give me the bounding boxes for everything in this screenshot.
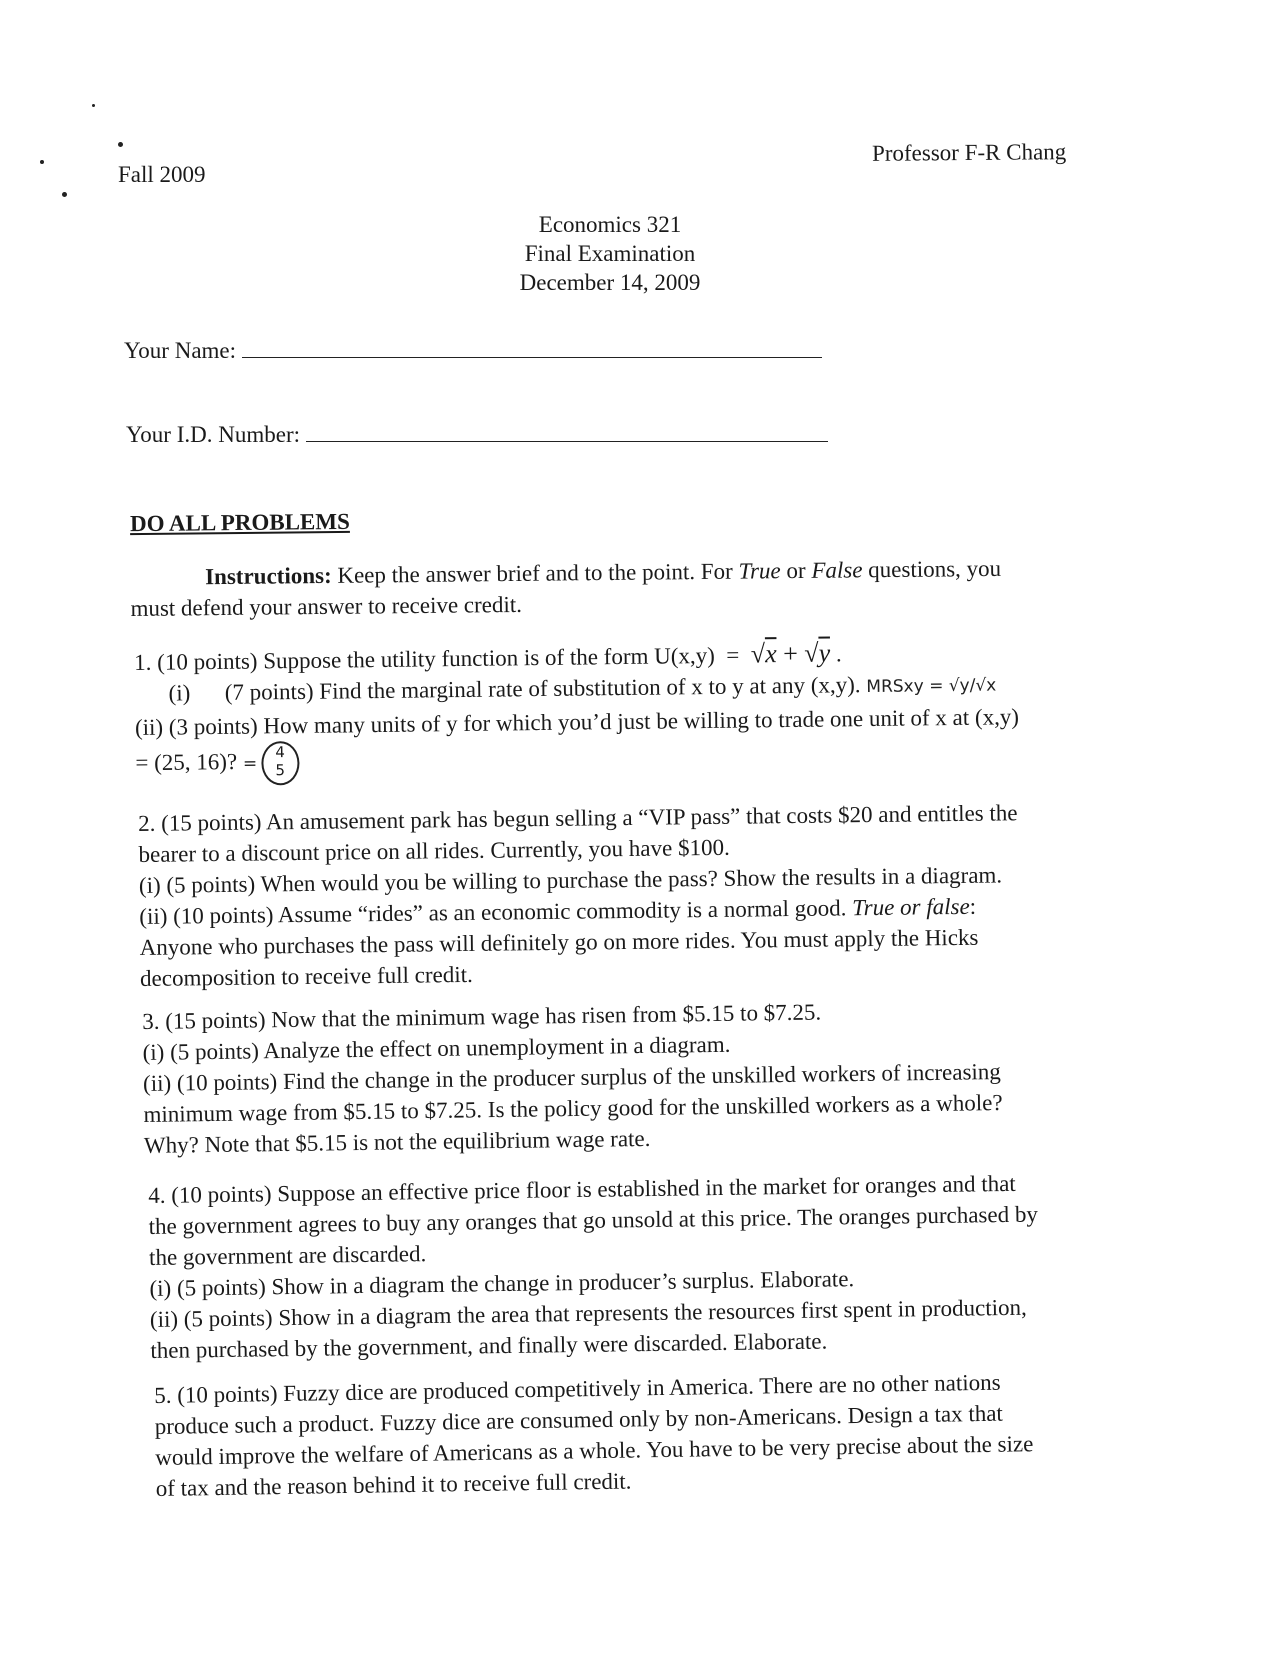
instructions-label: Instructions: — [205, 562, 332, 590]
problem-1-part-ii: (ii) (3 points) How many units of y for which you’d just be willing to trade one unit of x at (x,y) — [134, 704, 1020, 740]
problem-4-line-3: the government are discarded. — [148, 1241, 427, 1270]
instructions-false: False — [811, 557, 863, 583]
part-i-text: (7 points) Find the marginal rate of substitution of x to y at any (x,y). — [224, 672, 861, 705]
circled-denominator: 5 — [275, 761, 286, 780]
name-field — [124, 338, 822, 364]
instructions-true: True — [738, 558, 781, 584]
problem-2-line-3: (i) (5 points) When would you be willing to purchase the pass? Show the results in a diagram. — [138, 862, 1003, 898]
problem-3-line-4: minimum wage from $5.15 to $7.25. Is the policy good for the unskilled workers as a whole? — [143, 1089, 1003, 1127]
handwritten-circled-answer — [261, 741, 300, 785]
problem-5 — [154, 1366, 1034, 1504]
exam-title: Final Examination — [524, 241, 696, 266]
professor-label: Professor F-R Chang — [871, 139, 1067, 166]
formula-plus: + — [782, 638, 798, 669]
course-title: Economics 321 — [538, 212, 682, 237]
name-label: Your Name: — [124, 338, 237, 363]
problem-5-line-3: would improve the welfare of Americans as a whole. You have to be very precise about the size — [155, 1431, 1034, 1470]
id-field — [126, 422, 828, 448]
scan-speck — [62, 192, 67, 197]
problem-3-line-1: 3. (15 points) Now that the minimum wage has risen from $5.15 to $7.25. — [142, 999, 822, 1034]
problem-4-line-5: (ii) (5 points) Show in a diagram the area that represents the resources first spent in production, — [149, 1294, 1027, 1332]
utility-formula — [751, 638, 831, 668]
formula-dot: . — [835, 641, 842, 667]
formula-y: y — [818, 638, 831, 668]
problem-1-stem: 1. (10 points) Suppose the utility function is of the form U(x,y) — [134, 642, 715, 675]
problem-3-line-2: (i) (5 points) Analyze the effect on unemployment in a diagram. — [142, 1031, 731, 1065]
part-ii-point: = (25, 16)? — [135, 749, 238, 776]
problem-3-line-5: Why? Note that $5.15 is not the equilibrium wage rate. — [143, 1125, 651, 1158]
instructions-or: or — [780, 557, 812, 584]
problem-4-line-4: (i) (5 points) Show in a diagram the change in producer’s surplus. Elaborate. — [149, 1266, 855, 1301]
problem-2 — [138, 797, 1020, 994]
id-label: Your I.D. Number: — [126, 422, 300, 447]
name-input-line[interactable] — [242, 357, 822, 358]
problem-5-line-2: produce such a product. Fuzzy dice are consumed only by non-Americans. Design a tax that — [154, 1400, 1004, 1439]
problem-4-line-1: 4. (10 points) Suppose an effective price floor is established in the market for oranges and that — [148, 1170, 1016, 1208]
problem-1-part-ii-line-2 — [135, 732, 1020, 787]
instructions-text: Keep the answer brief and to the point. For — [331, 558, 739, 588]
problem-3-line-3: (ii) (10 points) Find the change in the producer surplus of the unskilled workers of increasing — [142, 1059, 1002, 1096]
part-i-label: (i) — [168, 680, 191, 706]
circled-numerator: 4 — [275, 743, 285, 762]
instructions — [130, 553, 1002, 624]
problem-2-line-4-text: (ii) (10 points) Assume “rides” as an economic commodity is a normal good. — [139, 895, 853, 929]
exam-date: December 14, 2009 — [519, 270, 701, 295]
formula-x: x — [764, 639, 777, 669]
problem-5-line-4: of tax and the reason behind it to receive full credit. — [155, 1468, 632, 1501]
problem-2-true-or-false: True or false — [851, 893, 970, 921]
problem-2-line-6: decomposition to receive full credit. — [139, 961, 473, 991]
scan-speck — [118, 142, 123, 147]
scan-speck — [92, 104, 95, 107]
instructions-line-2: must defend your answer to receive credit. — [130, 591, 523, 621]
problem-5-line-1: 5. (10 points) Fuzzy dice are produced competitively in America. There are no other nations — [154, 1369, 1001, 1408]
formula-radical-y: √ — [804, 638, 819, 668]
handwritten-equals: = — [242, 753, 258, 774]
problem-2-line-2: bearer to a discount price on all rides. Currently, you have $100. — [138, 834, 730, 867]
problem-2-line-1: 2. (15 points) An amusement park has begun selling a “VIP pass” that costs $20 and entitles the — [138, 800, 1018, 836]
problem-2-colon: : — [969, 893, 977, 919]
formula-radical-x: √ — [750, 639, 766, 669]
formula-equals: = — [726, 642, 740, 668]
id-input-line[interactable] — [306, 441, 828, 442]
problem-2-line-5: Anyone who purchases the pass will definitely go on more rides. You must apply the Hicks — [139, 924, 979, 960]
instructions-text-end: questions, you — [862, 555, 1002, 583]
problem-4 — [148, 1168, 1040, 1366]
problem-4-line-2: the government agrees to buy any oranges that go unsold at this price. The oranges purchased by — [148, 1201, 1039, 1239]
scan-speck — [40, 160, 44, 164]
exam-title-block — [480, 210, 740, 297]
problem-1 — [134, 635, 1020, 787]
problem-4-line-6: then purchased by the government, and finally were discarded. Elaborate. — [150, 1328, 828, 1363]
section-heading: DO ALL PROBLEMS — [129, 508, 350, 537]
problem-3 — [142, 994, 1003, 1161]
handwritten-mrs-note: MRSxy = √y/√x — [866, 675, 997, 698]
term-label: Fall 2009 — [118, 162, 206, 187]
